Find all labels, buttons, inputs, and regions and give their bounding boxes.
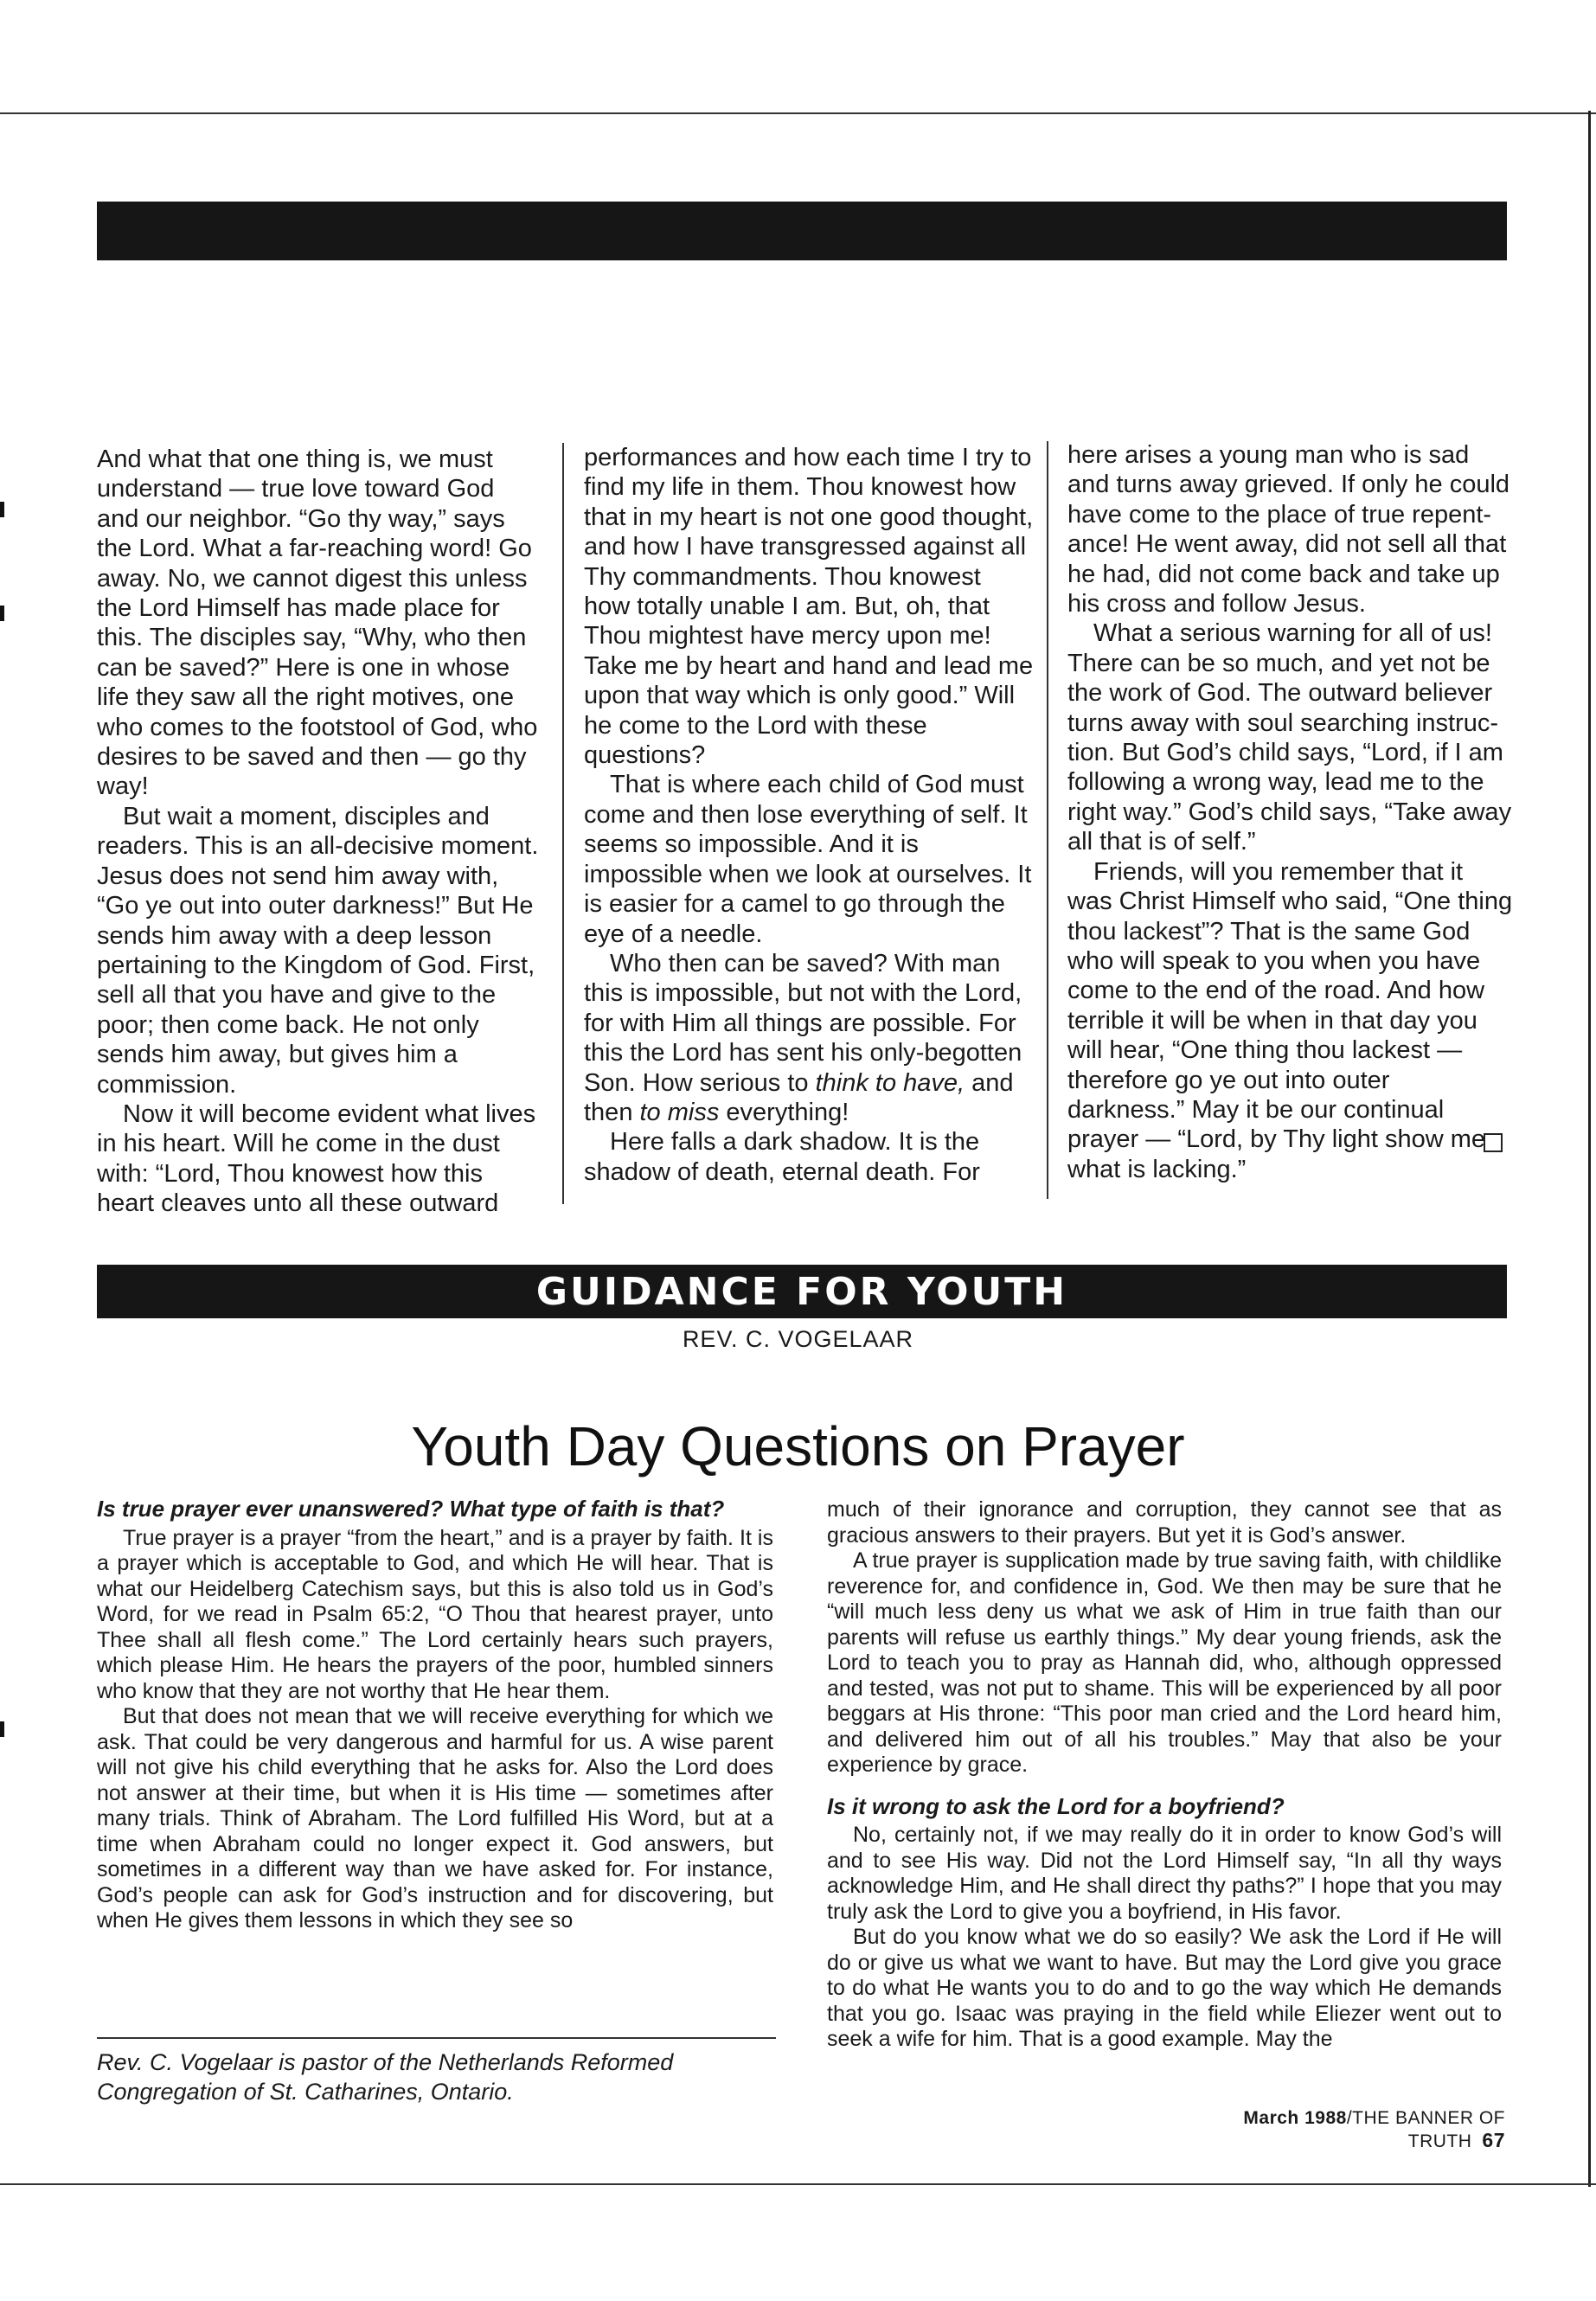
header-band — [97, 202, 1507, 260]
column-divider — [1047, 441, 1048, 1199]
paragraph: Now it will become evident what lives in his heart. Will he come in the dust with: “Lord, Thou knowest how this heart cleaves unto all these outward — [97, 1099, 536, 1218]
paragraph: And what that one thing is, we must understand — true love toward God and our neighbor. “Go thy way,” says the Lord. What a far-reaching word! Go away. No, we cannot digest this unless the Lord Himself has made place for this. The disciples say, “Why, who then can be saved?” Here is one in whose life they saw all the right motives, one who comes to the footstool of God, who desires to be saved and then — go thy way! — [97, 445, 538, 801]
paragraph: performances and how each time I try to find my life in them. Thou knowest how that in my heart is not one good thought, and how I have transgressed against all Thy commandments. Thou knowest how totally unable I am. But, oh, that Thou mightest have mercy upon me! Take me by heart and hand and lead me upon that way which is only good.” Will he come to the Lord with these questions? — [584, 444, 1034, 770]
paragraph: A true prayer is supplication made by true saving faith, with childlike reverence for, and confidence in, God. We then may be sure that he “will much less deny us what we ask of Him in true faith than our parents will refuse us earthly things.” My dear young friends, ask the Lord to teach you to pray as Hannah did, who, although oppressed and tested, was not put to shame. This will be experienced by all poor beggars at His throne: “This poor man cried and the Lord heard him, and delivered him out of all his troubles.” May that also be your experience by grace. — [827, 1548, 1502, 1777]
footnote-rule — [97, 2037, 776, 2039]
author-byline: REV. C. VOGELAAR — [682, 1326, 914, 1352]
paragraph: But do you know what we do so easily? We ask the Lord if He will do or give us what we want to have. But may the Lord give you grace to do what He wants you to do and to go the way which He demands that you go. Isaac was praying in the field while Eliezer went out to seek a wife for him. That is a good example. May the — [827, 1925, 1502, 2051]
article-column-3 — [1067, 440, 1513, 1184]
publication-name: /THE BANNER OF TRUTH — [1346, 2108, 1505, 2151]
paragraph: What a serious warning for all of us! There can be so much, and yet not be the work of God. The outward believer turns away with soul searching instruction. But God’s child says, “Lord, if I am following a wrong way, lead me to the right way.” God’s child says, “Take away all that is of self.” — [1067, 619, 1512, 856]
page-number: 67 — [1482, 2129, 1505, 2151]
question-heading: Is it wrong to ask the Lord for a boyfriend? — [827, 1792, 1285, 1819]
paragraph: But wait a moment, disciples and readers. This is an all-decisive moment. Jesus does not send him away with, “Go ye out into outer darkness!” But He sends him away with a deep lesson pertaining to the Kingdom of God. First, sell all that you have and give to the poor; then come back. He not only sends him away, but gives him a commission. — [97, 802, 539, 1099]
paragraph: much of their ignorance and corruption, they cannot see that as gracious answers to their prayers. But yet it is God’s answer. — [827, 1497, 1502, 1548]
binding-mark — [0, 606, 4, 621]
paragraph: No, certainly not, if we may really do it in order to know God’s will and to see His way. Did not the Lord Himself say, “In all thy ways acknowledge Him, and He shall direct thy paths?” I hope that you may truly ask the Lord to give you a boyfriend, in His favor. — [827, 1823, 1502, 1924]
paragraph: Friends, will you remember that it was Christ Himself who said, “One thing thou lackest”? That is the same God who will speak to you when you have come to the end of the road. And how terrible it will be when in that day you will hear, “One thing thou lackest — therefore go ye out into outer darkness.” May it be our continual prayer — “Lord, by Thy light show me what is lacking.” — [1067, 857, 1513, 1183]
article-column-2 — [584, 443, 1034, 1187]
binding-mark — [0, 1721, 4, 1737]
page-folio — [1151, 2108, 1505, 2152]
bottom-edge — [0, 2183, 1596, 2185]
column-divider — [562, 443, 564, 1204]
author-footnote: Rev. C. Vogelaar is pastor of the Netherlands Reformed Congregation of St. Catharines, Ontario. — [97, 2049, 674, 2105]
binding-mark — [0, 502, 4, 517]
paragraph: Here falls a dark shadow. It is the shadow of death, eternal death. For — [584, 1128, 980, 1186]
page-edge — [1588, 111, 1591, 2187]
article-column-1 — [97, 445, 542, 1219]
paragraph: But that does not mean that we will receive everything for which we ask. That could be very dangerous and harmful for us. A wise parent will not give his child everything that he asks for. Also the Lord does not answer at their time, but when it is His time — sometimes after many trials. Think of Abraham. The Lord fulfilled His Word, but at a time when Abraham could no longer expect it. God answers, but sometimes in a different way than we have asked for. For instance, God’s people can ask for God’s instruction and for discovering, but when He gives them lessons in which they see so — [97, 1704, 773, 1932]
section-banner — [97, 1265, 1507, 1318]
question-heading: Is true prayer ever unanswered? What type of faith is that? — [97, 1496, 725, 1522]
paragraph: True prayer is a prayer “from the heart,” and is a prayer by faith. It is a prayer which is acceptable to God, and which He will hear. That is what our Heidelberg Catechism says, but this is also told us in God’s Word, for we read in Psalm 65:2, “O Thou that hearest prayer, unto Thee shall all flesh come.” The Lord certainly hears such prayers, which please Him. He hears the prayers of the poor, humbled sinners who know that they are not worthy that He hear them. — [97, 1525, 773, 1703]
paragraph: here arises a young man who is sad and turns away grieved. If only he could have come to the place of true repentance! He went away, did not sell all that he had, did not come back and take up his cross and follow Jesus. — [1067, 441, 1510, 619]
qa-column-left — [97, 1497, 773, 1934]
issue-date: March 1988 — [1243, 2108, 1347, 2128]
end-mark-icon — [1484, 1133, 1503, 1152]
top-margin — [0, 0, 1596, 114]
qa-column-right — [827, 1497, 1502, 2053]
section-banner-title: GUIDANCE FOR YOUTH — [535, 1269, 1068, 1314]
article-headline: Youth Day Questions on Prayer — [411, 1415, 1185, 1477]
paragraph: Who then can be saved? With man this is impossible, but not with the Lord, for with Him all things are possible. For this the Lord has sent his only-begotten Son. How serious to think to have, and then to miss everything! — [584, 949, 1022, 1126]
paragraph: That is where each child of God must come and then lose everything of self. It seems so impossible. And it is impossible when we look at ourselves. It is easier for a camel to go through the eye of a needle. — [584, 771, 1032, 948]
